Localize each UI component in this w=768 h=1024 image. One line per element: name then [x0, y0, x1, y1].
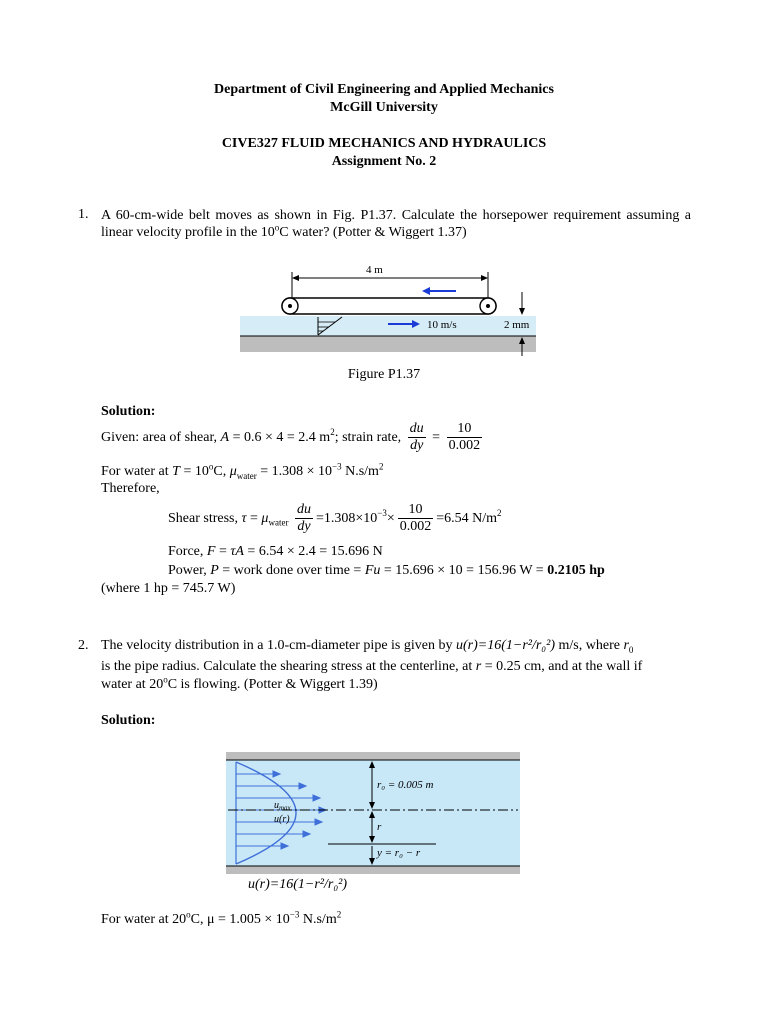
r0-label: r₀ = 0.005 m — [377, 779, 434, 791]
umax-label: $u_{max}$ — [274, 800, 291, 812]
velocity-formula-caption: u(r)=16(1−r²/r₀²) — [248, 877, 348, 892]
shear-stress-line: Shear stress, $\tau = \mu_{water}$ $\frac{du}{dy}$ $=1.308\times 10^{-3}\times$ $\frac{10}{0.002}$ =6.54 $N/m^2$ — [168, 502, 502, 535]
q2-water-line: For water at 20$^o$C, $\mu = 1.005 \times 10^{-3}$ $N.s/m^2$ — [101, 909, 342, 927]
pipe-fluid — [226, 760, 520, 866]
floor-wall — [240, 336, 536, 352]
speed-label: 10 m/s — [427, 319, 457, 331]
power-line: Power, P = work done over time = Fu = 15.696 × 10 = 156.96 W = 0.2105 hp — [168, 563, 605, 578]
q1-text: A 60-cm-wide belt moves as shown in Fig. P1.37. Calculate the horsepower requirement assuming a linear velocity profile in the 10$^o$C water? (Potter & Wiggert 1.37) — [101, 208, 691, 240]
assignment-title: Assignment No. 2 — [331, 154, 437, 169]
therefore-line: Therefore, — [101, 481, 160, 496]
water-property-line: For water at $T = 10^oC$, $\mu_{water} = 1.308 \times 10^{-3}$ $N.s/m^2$ — [101, 461, 384, 481]
force-line: Force, F = τA = 6.54 × 2.4 = 15.696 N — [168, 544, 383, 559]
ur-label: u(r) — [274, 814, 290, 825]
pipe-figure — [226, 752, 520, 874]
belt-figure — [238, 260, 538, 360]
q2-line-2: is the pipe radius. Calculate the shearing stress at the centerline, at r = 0.25 cm, and at the wall if — [101, 659, 643, 674]
department-title: Department of Civil Engineering and Applied Mechanics — [214, 82, 554, 97]
length-label: 4 m — [366, 264, 383, 276]
q2-solution-label: Solution: — [101, 713, 156, 728]
q1-solution-label: Solution: — [101, 404, 156, 419]
q2-number: 2. — [78, 638, 89, 653]
gap-label: 2 mm — [504, 319, 530, 331]
pipe-bottom-wall — [226, 866, 520, 874]
course-title: CIVE327 FLUID MECHANICS AND HYDRAULICS — [221, 136, 547, 151]
r-label: r — [377, 821, 382, 833]
q2-line-1: The velocity distribution in a 1.0-cm-diameter pipe is given by u(r)=16(1−r²/r₀²) m/s, where $r_0$ — [101, 638, 634, 655]
university-title: McGill University — [330, 100, 438, 115]
given-line: Given: area of shear, A = 0.6 × 4 = 2.4 $m^2$; strain rate, $\frac{du}{dy}$ = $\frac{10}{0.002}$ — [101, 421, 481, 454]
water-layer — [240, 316, 536, 336]
pipe-top-wall — [226, 752, 520, 760]
q1-number: 1. — [78, 207, 89, 222]
q2-line-3: water at 20$^o$C is flowing. (Potter & Wiggert 1.39) — [101, 674, 378, 692]
y-label: y = r₀ − r — [377, 847, 421, 859]
figure-caption: Figure P1.37 — [347, 367, 421, 382]
belt — [282, 298, 496, 314]
hp-note: (where 1 hp = 745.7 W) — [101, 581, 236, 596]
